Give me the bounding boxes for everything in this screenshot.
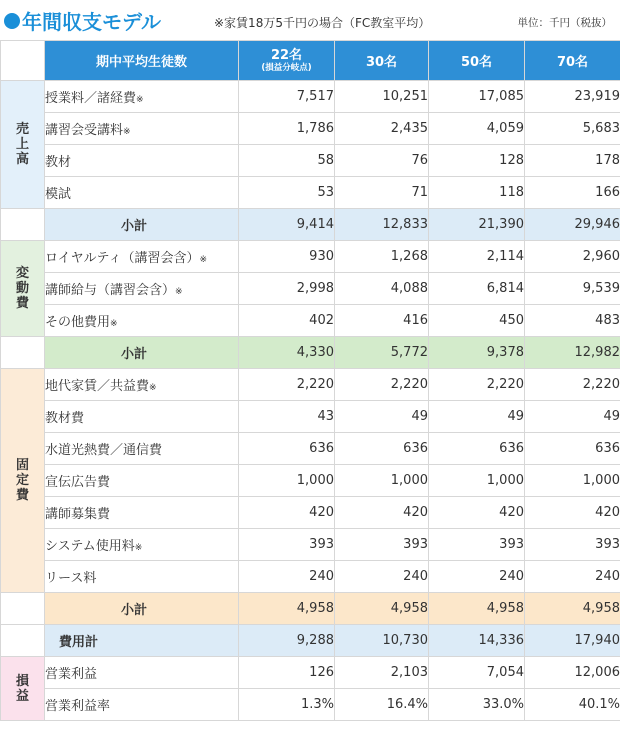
value-cell: 1.3%: [239, 689, 335, 721]
header-corner: [1, 41, 45, 81]
value-cell: 4,088: [335, 273, 429, 305]
value-cell: 43: [239, 401, 335, 433]
table-row: [1, 305, 620, 337]
table-header-row: [1, 41, 620, 81]
row-label-text: 営業利益: [45, 667, 98, 682]
table-row: [1, 369, 620, 401]
row-label: [45, 145, 239, 177]
value-cell: 483: [525, 305, 620, 337]
value-cell: 636: [429, 433, 525, 465]
category-fixed-cost: [1, 369, 45, 593]
value-cell: 2,103: [335, 657, 429, 689]
table-row: [1, 465, 620, 497]
spacer-cell: [1, 337, 45, 369]
value-cell: 2,435: [335, 113, 429, 145]
row-label: [45, 433, 239, 465]
value-cell: 40.1%: [525, 689, 620, 721]
value-cell: 10,251: [335, 81, 429, 113]
subtotal-label: 小計: [45, 337, 239, 369]
value-cell: 166: [525, 177, 620, 209]
row-label: [45, 465, 239, 497]
value-cell: 393: [335, 529, 429, 561]
row-label: [45, 369, 239, 401]
table-row: [1, 689, 620, 721]
table-row: [1, 81, 620, 113]
row-label: [45, 561, 239, 593]
column-header-label: 期中平均生徒数: [45, 41, 239, 81]
spacer-cell: [1, 625, 45, 657]
row-label-text: システム使用料: [45, 539, 135, 554]
value-cell: 2,220: [335, 369, 429, 401]
row-label-text: 水道光熱費／通信費: [45, 443, 163, 458]
row-label: [45, 305, 239, 337]
row-label-text: 営業利益率: [45, 699, 111, 714]
table-row: [1, 177, 620, 209]
value-cell: 7,054: [429, 657, 525, 689]
value-cell: 393: [525, 529, 620, 561]
value-cell: 2,960: [525, 241, 620, 273]
rent-note: ※家賃18万5千円の場合（FC教室平均）: [214, 16, 431, 30]
row-label-text: 教材: [45, 155, 72, 170]
row-label: [45, 241, 239, 273]
page-header: [0, 0, 620, 40]
value-cell: 1,000: [335, 465, 429, 497]
category-variable-cost-text: 変動費: [15, 266, 29, 311]
value-cell: 4,958: [429, 593, 525, 625]
value-cell: 14,336: [429, 625, 525, 657]
value-cell: 49: [525, 401, 620, 433]
row-label-text: 宣伝広告費: [45, 475, 111, 490]
value-cell: 4,958: [525, 593, 620, 625]
table-row: [1, 657, 620, 689]
value-cell: 9,539: [525, 273, 620, 305]
value-cell: 2,220: [429, 369, 525, 401]
value-cell: 23,919: [525, 81, 620, 113]
row-label: [45, 273, 239, 305]
row-label: [45, 657, 239, 689]
value-cell: 118: [429, 177, 525, 209]
row-label-text: 講習会受講料: [45, 123, 124, 138]
value-cell: 2,114: [429, 241, 525, 273]
row-label-text: 地代家賃／共益費: [45, 379, 150, 394]
unit-note: 単位：千円（税抜）: [517, 17, 612, 29]
value-cell: 126: [239, 657, 335, 689]
row-label-text: 授業料／諸経費: [45, 91, 137, 106]
row-label-text: 講師給与（講習会含）: [45, 283, 176, 298]
value-cell: 9,378: [429, 337, 525, 369]
value-cell: 5,683: [525, 113, 620, 145]
category-sales: [1, 81, 45, 209]
value-cell: 33.0%: [429, 689, 525, 721]
value-cell: 450: [429, 305, 525, 337]
title-group: [4, 6, 161, 35]
footnote-mark: ※: [110, 319, 118, 329]
footnote-mark: ※: [149, 383, 157, 393]
subtotal-row: [1, 337, 620, 369]
category-variable-cost: [1, 241, 45, 337]
value-cell: 29,946: [525, 209, 620, 241]
filled-circle-icon: [4, 13, 20, 29]
value-cell: 402: [239, 305, 335, 337]
footnote-mark: ※: [134, 543, 143, 553]
spacer-cell: [1, 209, 45, 241]
value-cell: 58: [239, 145, 335, 177]
category-fixed-cost-text: 固定費: [15, 458, 29, 503]
value-cell: 240: [335, 561, 429, 593]
table-row: [1, 241, 620, 273]
value-cell: 4,958: [239, 593, 335, 625]
value-cell: 1,000: [239, 465, 335, 497]
value-cell: 12,982: [525, 337, 620, 369]
value-cell: 420: [429, 497, 525, 529]
value-cell: 9,414: [239, 209, 335, 241]
footnote-mark: ※: [175, 287, 183, 297]
subtotal-label: 小計: [45, 209, 239, 241]
row-label-text: 模試: [45, 187, 72, 202]
value-cell: 49: [335, 401, 429, 433]
value-cell: 240: [525, 561, 620, 593]
value-cell: 4,059: [429, 113, 525, 145]
table-row: [1, 273, 620, 305]
value-cell: 420: [239, 497, 335, 529]
value-cell: 9,288: [239, 625, 335, 657]
table-row: [1, 145, 620, 177]
table-row: [1, 561, 620, 593]
value-cell: 17,085: [429, 81, 525, 113]
row-label: [45, 497, 239, 529]
value-cell: 76: [335, 145, 429, 177]
footnote-mark: ※: [199, 255, 207, 265]
value-cell: 10,730: [335, 625, 429, 657]
value-cell: 16.4%: [335, 689, 429, 721]
value-cell: 4,330: [239, 337, 335, 369]
value-cell: 178: [525, 145, 620, 177]
table-row: [1, 433, 620, 465]
subtotal-row: [1, 593, 620, 625]
value-cell: 420: [335, 497, 429, 529]
value-cell: 1,268: [335, 241, 429, 273]
value-cell: 240: [429, 561, 525, 593]
row-label: [45, 81, 239, 113]
category-profit: [1, 657, 45, 721]
value-cell: 5,772: [335, 337, 429, 369]
footnote-mark: ※: [123, 127, 131, 137]
table-row: [1, 497, 620, 529]
row-label: [45, 689, 239, 721]
row-label-text: ロイヤルティ（講習会含）: [45, 251, 200, 266]
column-header-70: 70名: [525, 41, 620, 81]
value-cell: 7,517: [239, 81, 335, 113]
value-cell: 21,390: [429, 209, 525, 241]
row-label-text: 講師募集費: [45, 507, 111, 522]
value-cell: 636: [525, 433, 620, 465]
subtotal-row: [1, 209, 620, 241]
footnote-mark: ※: [136, 95, 144, 105]
value-cell: 393: [239, 529, 335, 561]
value-cell: 128: [429, 145, 525, 177]
value-cell: 1,000: [429, 465, 525, 497]
value-cell: 636: [335, 433, 429, 465]
value-cell: 420: [525, 497, 620, 529]
row-label-text: 教材費: [45, 411, 85, 426]
spacer-cell: [1, 593, 45, 625]
value-cell: 71: [335, 177, 429, 209]
category-sales-text: 売上高: [15, 122, 29, 167]
value-cell: 6,814: [429, 273, 525, 305]
total-label: 費用計: [45, 625, 239, 657]
value-cell: 636: [239, 433, 335, 465]
column-header-22: [239, 41, 335, 81]
row-label-text: リース料: [45, 571, 97, 586]
row-label: [45, 401, 239, 433]
table-row: [1, 113, 620, 145]
total-row: [1, 625, 620, 657]
table-row: [1, 401, 620, 433]
value-cell: 2,220: [525, 369, 620, 401]
value-cell: 53: [239, 177, 335, 209]
row-label: [45, 113, 239, 145]
value-cell: 930: [239, 241, 335, 273]
row-label: [45, 177, 239, 209]
value-cell: 4,958: [335, 593, 429, 625]
value-cell: 17,940: [525, 625, 620, 657]
category-profit-text: 損益: [15, 673, 29, 704]
column-header-30: 30名: [335, 41, 429, 81]
page-title: 年間収支モデル: [22, 10, 161, 34]
row-label-text: その他費用: [45, 315, 111, 330]
row-label: [45, 529, 239, 561]
subtotal-label: 小計: [45, 593, 239, 625]
value-cell: 12,006: [525, 657, 620, 689]
column-header-22-main: 22名: [270, 48, 303, 63]
value-cell: 416: [335, 305, 429, 337]
column-header-22-sub: (損益分岐点): [261, 63, 312, 73]
table-row: [1, 529, 620, 561]
value-cell: 1,000: [525, 465, 620, 497]
income-model-table: [0, 40, 620, 721]
value-cell: 1,786: [239, 113, 335, 145]
value-cell: 2,220: [239, 369, 335, 401]
value-cell: 12,833: [335, 209, 429, 241]
column-header-50: 50名: [429, 41, 525, 81]
value-cell: 49: [429, 401, 525, 433]
value-cell: 240: [239, 561, 335, 593]
value-cell: 2,998: [239, 273, 335, 305]
value-cell: 393: [429, 529, 525, 561]
